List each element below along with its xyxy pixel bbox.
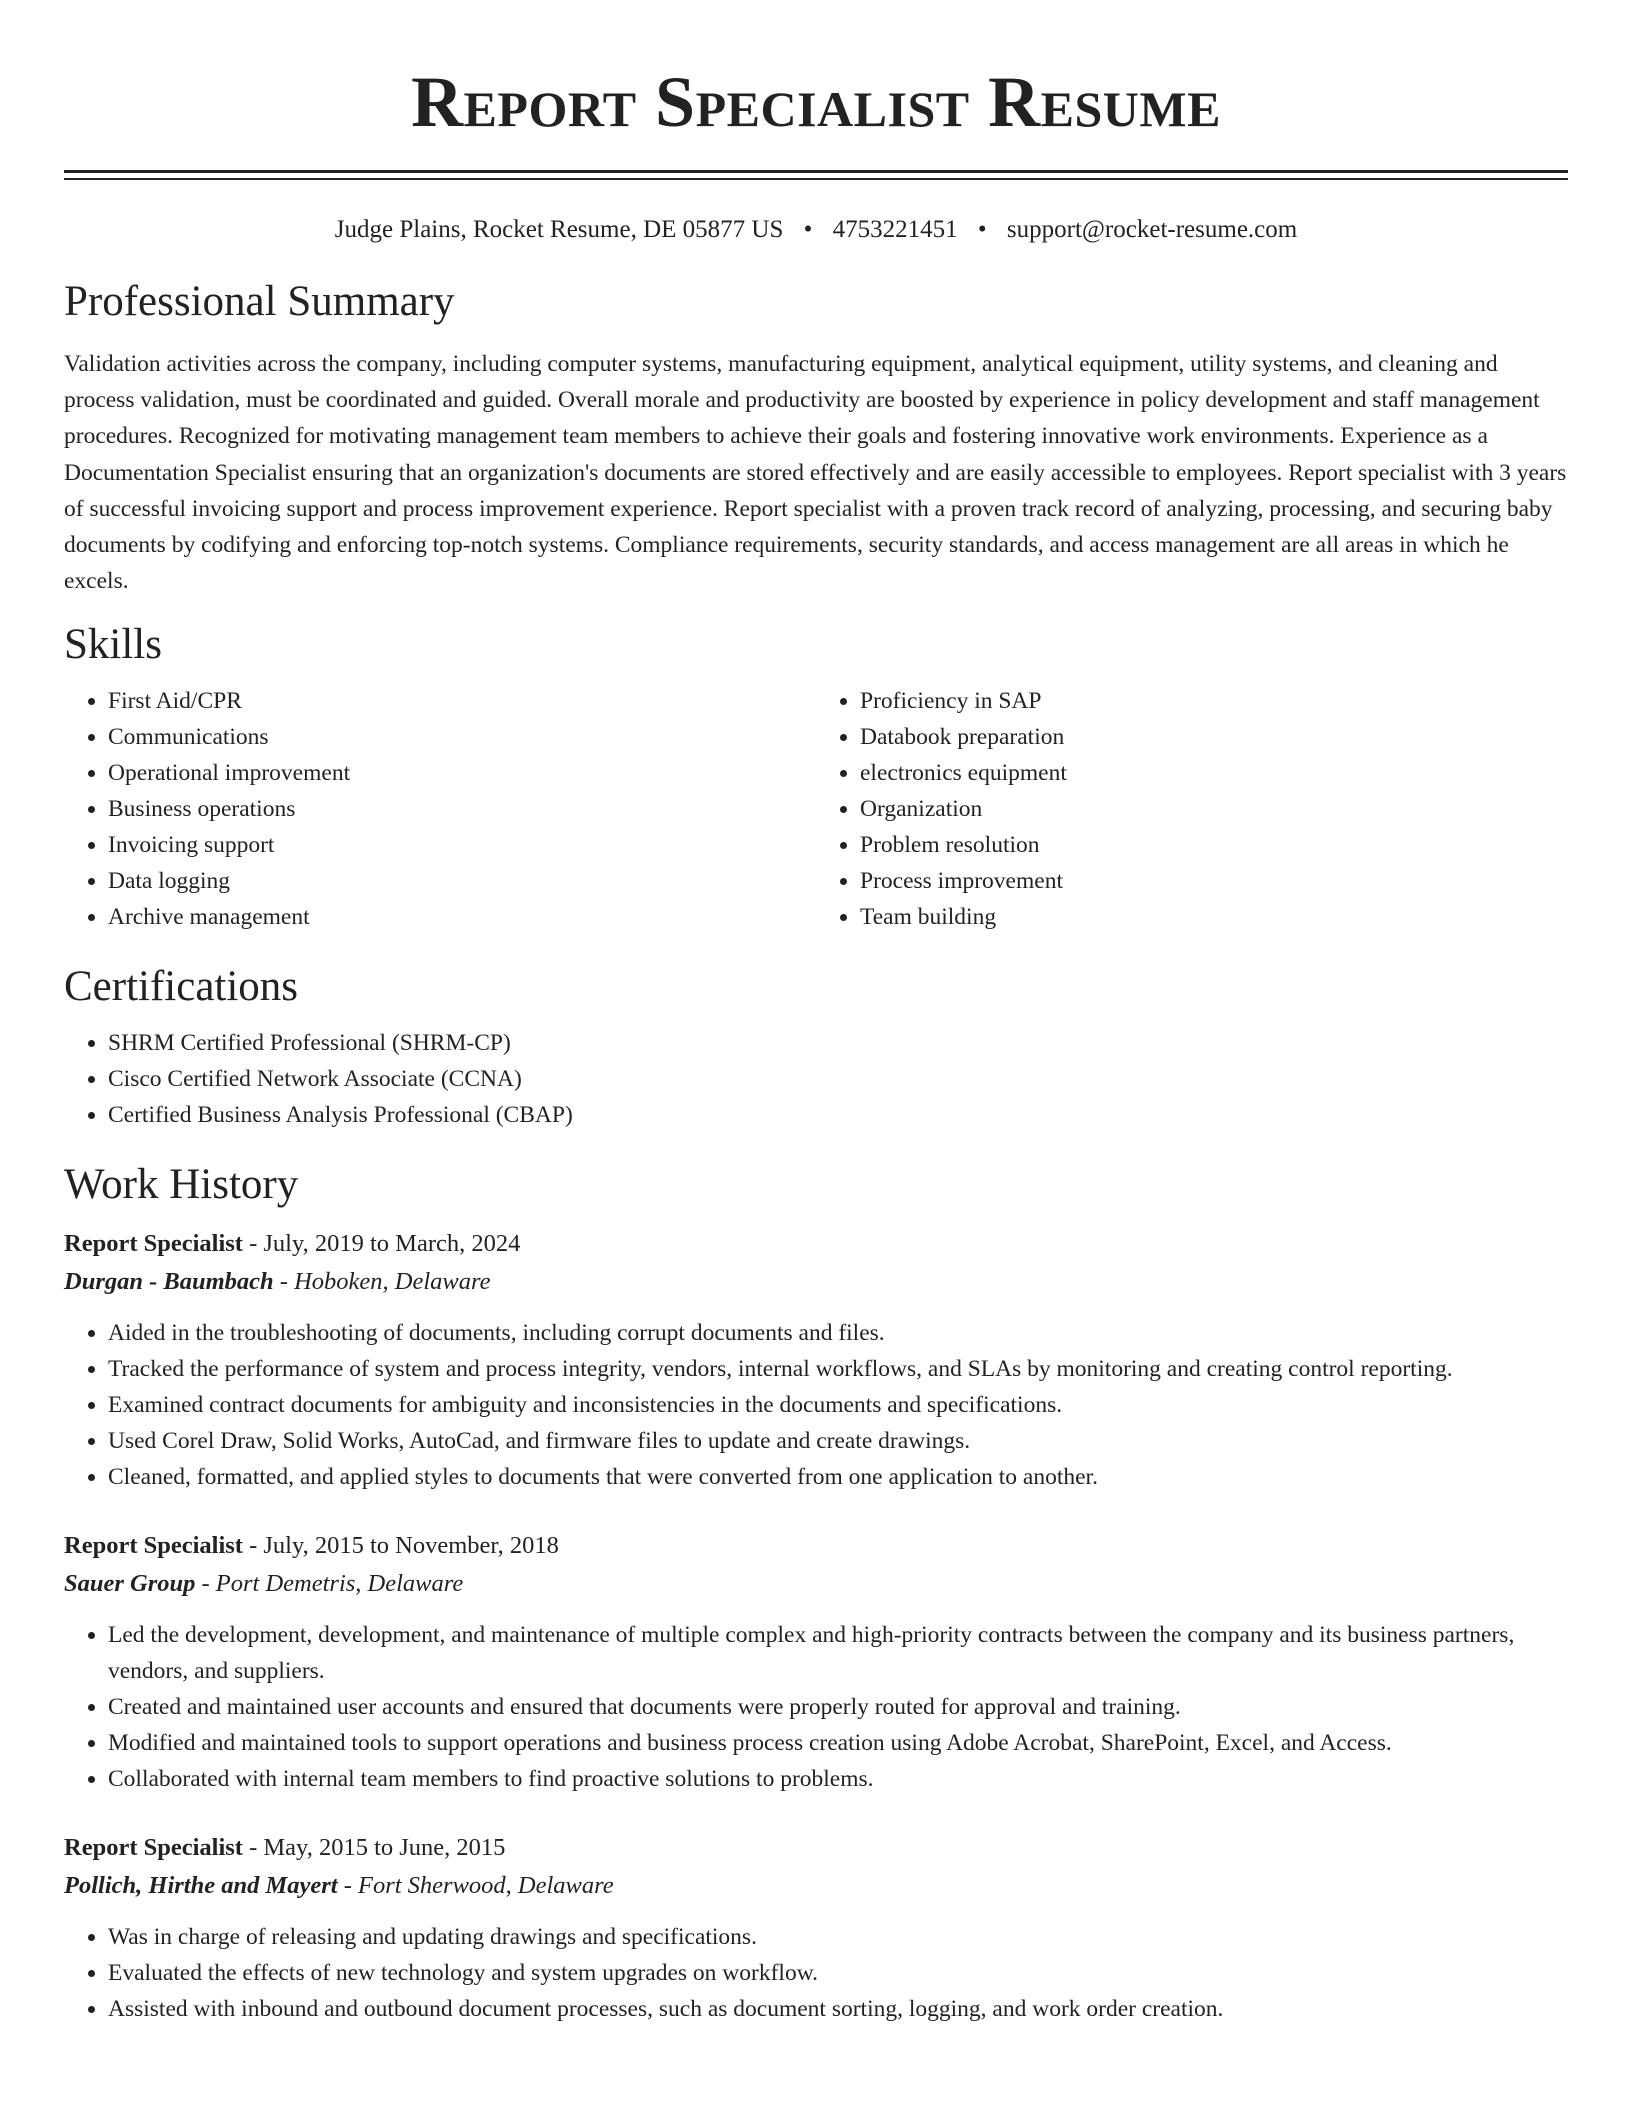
job-bullets bbox=[64, 1919, 1568, 2027]
job-bullets bbox=[64, 1617, 1568, 1797]
certification-item: • SHRM Certified Professional (SHRM-CP) bbox=[108, 1025, 1568, 1061]
skill-item: • Archive management bbox=[108, 899, 816, 935]
skill-item: • Team building bbox=[860, 899, 1568, 935]
resume-page bbox=[64, 0, 1568, 2027]
skill-item: • electronics equipment bbox=[860, 755, 1568, 791]
skill-item: • Organization bbox=[860, 791, 1568, 827]
job-dates: - May, 2015 to June, 2015 bbox=[242, 1834, 506, 1862]
job-company: Sauer Group bbox=[64, 1570, 196, 1598]
skill-item: • First Aid/CPR bbox=[108, 683, 816, 719]
job-bullet: • Assisted with inbound and outbound document processes, such as document sorting, logging, and work order creation. bbox=[108, 1991, 1568, 2027]
job-bullet: • Collaborated with internal team members to find proactive solutions to problems. bbox=[108, 1761, 1568, 1797]
job-role: Report Specialist bbox=[64, 1532, 243, 1560]
contact-separator: • bbox=[977, 216, 987, 243]
summary-heading: Professional Summary bbox=[64, 278, 455, 325]
job-bullet: • Used Corel Draw, Solid Works, AutoCad, and firmware files to update and create drawings. bbox=[108, 1423, 1568, 1459]
resume-title: Report Specialist Resume bbox=[411, 62, 1221, 142]
job-role: Report Specialist bbox=[64, 1230, 243, 1258]
summary-text: Validation activities across the company, including computer systems, manufacturing equipment, analytical equipment, utility systems, and cleaning and process validation, must be coordinated and guided. Overall morale and productivity are boosted by experience in policy development and staff management procedures. Recognized for motivating management team members to achieve their goals and fostering innovative work environments. Experience as a Documentation Specialist ensuring that an organization's documents are stored effectively and are easily accessible to employees. Report specialist with 3 years of successful invoicing support and process improvement experience. Report specialist with a proven track record of analyzing, processing, and securing baby documents by codifying and enforcing top-notch systems. Compliance requirements, security standards, and access management are all areas in which he excels. bbox=[64, 351, 1567, 595]
job-entry bbox=[64, 1527, 1568, 1797]
job-title-line bbox=[64, 1225, 1568, 1263]
job-bullet: • Aided in the troubleshooting of documents, including corrupt documents and files. bbox=[108, 1315, 1568, 1351]
skills-list bbox=[64, 683, 1568, 935]
job-dates: - July, 2019 to March, 2024 bbox=[242, 1230, 521, 1258]
job-bullet: • Examined contract documents for ambiguity and inconsistencies in the documents and specifications. bbox=[108, 1387, 1568, 1423]
job-bullet: • Created and maintained user accounts and ensured that documents were properly routed for approval and training. bbox=[108, 1689, 1568, 1725]
skill-item: • Problem resolution bbox=[860, 827, 1568, 863]
job-dates: - July, 2015 to November, 2018 bbox=[242, 1532, 559, 1560]
job-role: Report Specialist bbox=[64, 1834, 243, 1862]
job-company-line bbox=[64, 1565, 1568, 1603]
skills-column-right bbox=[816, 683, 1568, 935]
job-location: - Hoboken, Delaware bbox=[273, 1268, 491, 1296]
job-bullets bbox=[64, 1315, 1568, 1495]
job-bullet: • Tracked the performance of system and process integrity, vendors, internal workflows, and SLAs by monitoring and creating control reporting. bbox=[108, 1351, 1568, 1387]
job-bullet: • Was in charge of releasing and updating drawings and specifications. bbox=[108, 1919, 1568, 1955]
skill-item: • Business operations bbox=[108, 791, 816, 827]
contact-email: support@rocket-resume.com bbox=[1006, 216, 1298, 243]
skill-item: • Proficiency in SAP bbox=[860, 683, 1568, 719]
skill-item: • Operational improvement bbox=[108, 755, 816, 791]
job-location: - Port Demetris, Delaware bbox=[195, 1570, 464, 1598]
skill-item: • Communications bbox=[108, 719, 816, 755]
job-bullet: • Cleaned, formatted, and applied styles to documents that were converted from one application to another. bbox=[108, 1459, 1568, 1495]
job-company: Pollich, Hirthe and Mayert bbox=[64, 1872, 338, 1900]
job-title-line bbox=[64, 1527, 1568, 1565]
skills-heading: Skills bbox=[64, 621, 162, 669]
job-entry bbox=[64, 1225, 1568, 1495]
certifications-heading: Certifications bbox=[64, 963, 299, 1011]
job-company-line bbox=[64, 1263, 1568, 1301]
job-bullet: • Modified and maintained tools to support operations and business process creation using Adobe Acrobat, SharePoint, Excel, and Access. bbox=[108, 1725, 1568, 1761]
skills-column-left bbox=[64, 683, 816, 935]
job-location: - Fort Sherwood, Delaware bbox=[337, 1872, 614, 1900]
job-company: Durgan - Baumbach bbox=[64, 1268, 274, 1296]
job-bullet: • Led the development, development, and maintenance of multiple complex and high-priority contracts between the company and its business partners, vendors, and suppliers. bbox=[108, 1617, 1568, 1689]
contact-line bbox=[64, 214, 1568, 246]
skill-item: • Invoicing support bbox=[108, 827, 816, 863]
job-bullet: • Evaluated the effects of new technology and system upgrades on workflow. bbox=[108, 1955, 1568, 1991]
title-divider bbox=[64, 170, 1568, 180]
certification-item: • Cisco Certified Network Associate (CCNA) bbox=[108, 1061, 1568, 1097]
job-title-line bbox=[64, 1829, 1568, 1867]
skill-item: • Data logging bbox=[108, 863, 816, 899]
work-history-heading: Work History bbox=[64, 1161, 299, 1209]
certification-item: • Certified Business Analysis Professional (CBAP) bbox=[108, 1097, 1568, 1133]
contact-phone: 4753221451 bbox=[832, 216, 958, 243]
contact-separator: • bbox=[803, 216, 813, 243]
skill-item: • Databook preparation bbox=[860, 719, 1568, 755]
job-company-line bbox=[64, 1867, 1568, 1905]
skill-item: • Process improvement bbox=[860, 863, 1568, 899]
certifications-list bbox=[64, 1025, 1568, 1133]
job-entry bbox=[64, 1829, 1568, 2027]
contact-address: Judge Plains, Rocket Resume, DE 05877 US bbox=[334, 216, 784, 243]
